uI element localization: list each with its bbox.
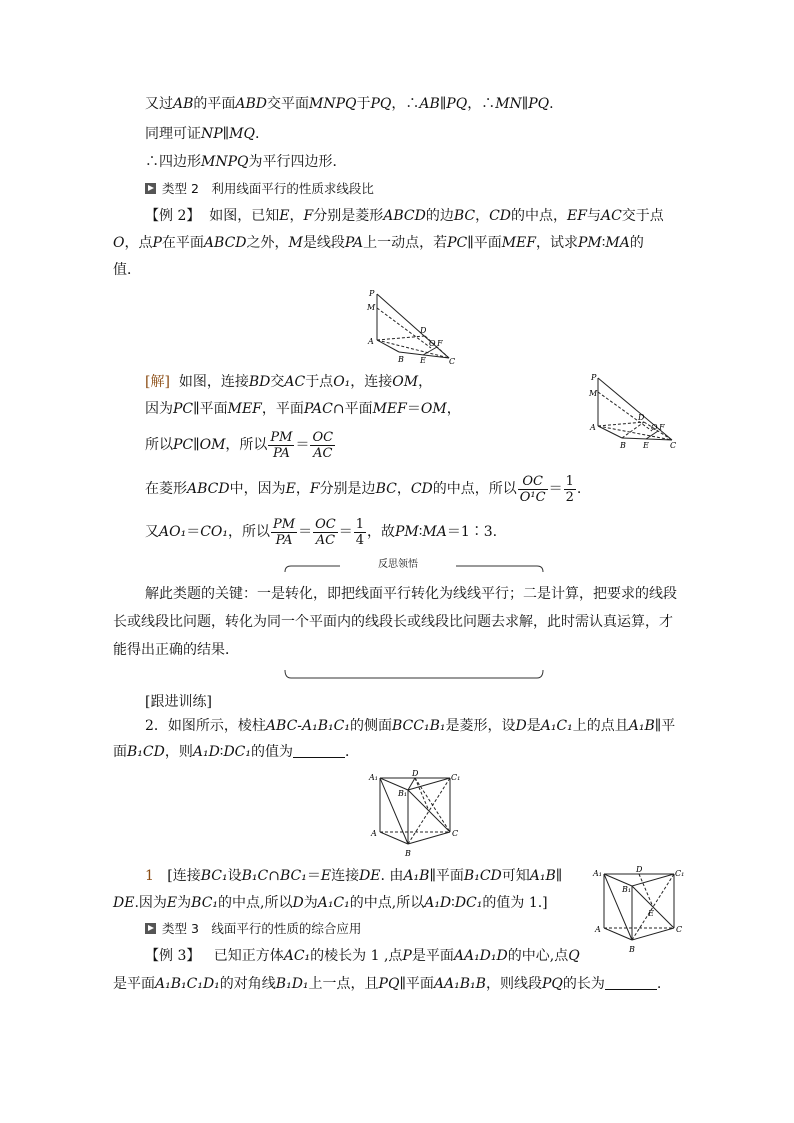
solution-label: [解]: [145, 374, 170, 390]
denominator: O¹C: [519, 489, 546, 505]
label-F: F: [437, 339, 443, 348]
label-P: P: [591, 373, 597, 382]
text: 是线段: [302, 235, 345, 251]
math: D: [292, 895, 304, 911]
math: CD: [489, 208, 512, 224]
text: 平: [661, 718, 676, 734]
example-3-line-1: [145, 946, 580, 966]
solution-2-line-4: [145, 472, 581, 506]
text: 是平面: [113, 976, 155, 992]
math: BC₁: [200, 868, 228, 884]
label-E: E: [648, 909, 654, 918]
denominator: PA: [275, 532, 293, 548]
math: MEF: [227, 401, 262, 417]
text: ∶: [601, 235, 606, 251]
example-2-line-3: [113, 260, 141, 280]
text: ＝1∶3.: [446, 524, 498, 540]
label-C: C: [452, 829, 459, 838]
label-C: C: [676, 925, 683, 934]
text: 的中点，: [511, 208, 568, 224]
math: ABCD: [383, 208, 426, 224]
math: PM: [578, 235, 602, 251]
text: ，: [295, 481, 310, 497]
text: ∶: [219, 744, 224, 760]
math: PC∥OM: [173, 437, 226, 453]
example-3-line-2: [113, 974, 661, 994]
fraction-OC-AC: [310, 430, 335, 461]
math: ABC-A₁B₁C₁: [265, 718, 350, 734]
text: 为平行四边形．: [248, 154, 347, 170]
math: AA₁B₁B: [433, 976, 486, 992]
label-B1: B₁: [398, 789, 408, 798]
label-C: C: [670, 441, 677, 450]
text: ，∴: [467, 96, 496, 112]
math: B₁D₁: [275, 976, 309, 992]
text: ＝: [306, 868, 321, 884]
follow-up-line-2: [113, 742, 359, 762]
numerator: OC: [315, 516, 336, 532]
numerator: OC: [518, 474, 548, 490]
label-A: A: [595, 925, 601, 934]
math: F: [309, 481, 320, 497]
segment-DE: [415, 778, 429, 811]
text: 分别是菱形: [313, 208, 384, 224]
text: ∶: [418, 524, 423, 540]
text: ，所以: [225, 437, 268, 453]
math: EF: [567, 208, 587, 224]
text: 同理可证: [145, 126, 201, 142]
text: 又: [145, 524, 159, 540]
text: 之外，: [246, 235, 289, 251]
text: 的长为: [562, 976, 605, 992]
text: .因为: [134, 895, 167, 911]
math: PQ: [370, 96, 392, 112]
math: CO₁: [200, 524, 229, 540]
text: 是菱形，设: [445, 718, 516, 734]
text: 上的点且: [572, 718, 629, 734]
label-A1: A₁: [369, 773, 378, 782]
denominator: AC: [313, 445, 333, 461]
text: 为: [303, 895, 318, 911]
math: P: [152, 235, 162, 251]
math: O: [113, 235, 125, 251]
math: MEF: [501, 235, 536, 251]
follow-up-label: [145, 692, 212, 712]
math: NP∥MQ: [201, 126, 255, 142]
solution-2-line-2: [145, 399, 461, 419]
math: MNPQ: [309, 96, 357, 112]
play-triangle-icon: [145, 183, 156, 194]
label-C1: C₁: [451, 773, 460, 782]
math: OM: [420, 401, 447, 417]
text: ∴四边形: [145, 154, 201, 170]
label-E: E: [420, 356, 426, 365]
segment-DE: [639, 874, 653, 907]
text: 2．如图所示，棱柱: [145, 718, 266, 734]
text: ＝: [338, 524, 353, 540]
label-B: B: [620, 441, 626, 450]
text: 是: [526, 718, 541, 734]
section-heading-type2: [145, 180, 374, 198]
math: A₁B₁C₁D₁: [155, 976, 220, 992]
label-A: A: [368, 337, 374, 346]
numerator: 1: [355, 516, 364, 532]
text: ，平面: [261, 401, 304, 417]
text: 因为: [145, 401, 173, 417]
text: 所以: [145, 437, 173, 453]
math: M: [288, 235, 303, 251]
math: A₁D: [424, 895, 452, 911]
text: 于点: [305, 374, 334, 390]
section-title: 类型 2 利用线面平行的性质求线段比: [162, 181, 374, 196]
example-label: 【例 2】: [145, 208, 201, 224]
text: 的值为 1.]: [482, 895, 548, 911]
text: 在平面: [161, 235, 204, 251]
follow-up-line-1: [145, 716, 675, 736]
text: 上一动点，若: [363, 235, 448, 251]
text: 于: [356, 96, 371, 112]
label-D: D: [412, 770, 419, 778]
pyramid-figure-small: [588, 372, 683, 454]
math: A₁C₁: [540, 718, 573, 734]
text: ，: [418, 374, 433, 390]
answer-number: 1: [145, 868, 154, 884]
denominator: 2: [565, 489, 574, 505]
math: E: [285, 481, 296, 497]
math: OM: [392, 374, 419, 390]
answer-2-line-1: [145, 866, 562, 886]
math: BCC₁B₁: [391, 718, 446, 734]
math: AC: [284, 374, 306, 390]
math: PC∥: [447, 235, 474, 251]
text: 的平面: [193, 96, 236, 112]
text: ，∴: [391, 96, 420, 112]
math: AB∥PQ: [419, 96, 468, 112]
math: BD: [248, 374, 271, 390]
text-line-1: [145, 94, 554, 114]
math: B₁C∩BC₁: [241, 868, 307, 884]
segment-MO: [598, 392, 652, 431]
solution-2-line-1: [145, 372, 432, 392]
math: Q: [568, 948, 580, 964]
math: AC₁: [283, 948, 311, 964]
math: F: [303, 208, 314, 224]
answer-blank[interactable]: [293, 743, 345, 758]
label-A: A: [371, 829, 377, 838]
fraction-OC-O1C: [518, 474, 548, 505]
text: 的棱长为 1 ,点: [310, 948, 403, 964]
reflection-bottom-border: [283, 668, 545, 684]
math: AA₁D₁D: [453, 948, 508, 964]
math: ABCD: [187, 481, 230, 497]
edge-AD: [598, 422, 644, 426]
text: 连接: [331, 868, 360, 884]
section-title: 类型 3 线面平行的性质的综合应用: [162, 921, 362, 936]
text: 交平面: [267, 96, 310, 112]
math: A₁B∥: [403, 868, 436, 884]
math: E: [320, 868, 332, 884]
math: E: [279, 208, 290, 224]
math: PA: [344, 235, 364, 251]
answer-2-line-2: [113, 893, 548, 913]
text: 又过: [145, 96, 173, 112]
label-B: B: [629, 945, 635, 954]
math: MNPQ: [201, 154, 249, 170]
math: O₁: [333, 374, 351, 390]
text: ＝: [186, 524, 201, 540]
math: PQ: [541, 976, 563, 992]
math: A₁C₁: [317, 895, 350, 911]
text: 已知正方体: [213, 948, 284, 964]
text: [跟进训练]: [145, 694, 212, 710]
text: 平面: [435, 868, 464, 884]
label-C1: C₁: [675, 869, 684, 878]
denominator: AC: [315, 532, 336, 548]
label-C: C: [449, 357, 456, 366]
math: BC: [453, 208, 476, 224]
label-O: O: [651, 423, 658, 432]
math: ABCD: [203, 235, 247, 251]
math: MA: [605, 235, 630, 251]
text: 解此类题的关键：一是转化，即把线面平行转化为线线平行；二是计算，把要求的线段: [145, 586, 677, 602]
example-label: 【例 3】: [145, 948, 201, 964]
text: ∩平面: [332, 401, 373, 417]
text: 值．: [113, 262, 141, 278]
math: D: [515, 718, 527, 734]
text: 的中心,点: [507, 948, 569, 964]
math: A₁B∥: [529, 868, 563, 884]
text: 平面: [473, 235, 502, 251]
text: . 由: [380, 868, 404, 884]
text: ，: [475, 208, 490, 224]
text: 在菱形: [145, 481, 187, 497]
label-B: B: [398, 355, 404, 364]
text: 的中点,所以: [218, 895, 293, 911]
math: AB: [173, 96, 194, 112]
text: ，则线段: [485, 976, 542, 992]
label-B1: B₁: [622, 885, 632, 894]
math: CD: [410, 481, 433, 497]
math: DC₁: [454, 895, 483, 911]
math: A₁D: [192, 744, 220, 760]
text: 平面: [199, 401, 228, 417]
solution-2-line-5: [145, 515, 497, 549]
text: ，: [289, 208, 304, 224]
text: 与: [586, 208, 601, 224]
math: BC: [375, 481, 397, 497]
math: MN∥PQ: [495, 96, 550, 112]
math: DC₁: [223, 744, 252, 760]
denominator: PA: [272, 445, 290, 461]
pyramid-figure: [365, 286, 460, 368]
label-O: O: [429, 339, 436, 348]
math: P: [402, 948, 412, 964]
text: 的中点,所以: [349, 895, 425, 911]
text: ，: [396, 481, 411, 497]
text: ，点: [124, 235, 153, 251]
text: 的对角线: [219, 976, 276, 992]
math: MEF: [372, 401, 407, 417]
text: 的侧面: [349, 718, 392, 734]
text: ，试求: [536, 235, 578, 251]
math: PM: [394, 524, 419, 540]
text: 如图，已知: [209, 208, 280, 224]
text: ．: [345, 744, 360, 760]
numerator: PM: [273, 516, 296, 532]
text: 设: [227, 868, 242, 884]
text: 面: [113, 744, 127, 760]
text: ，则: [164, 744, 193, 760]
label-A: A: [590, 423, 596, 432]
text: 如图，连接: [178, 374, 249, 390]
example-2-line-2: [113, 233, 644, 253]
text: ，所以: [228, 524, 271, 540]
fraction-PM-PA: [268, 430, 294, 461]
math: DE: [113, 895, 135, 911]
math: DE: [359, 868, 381, 884]
text: ＝: [548, 481, 563, 497]
math: B₁CD: [127, 744, 165, 760]
label-D: D: [638, 413, 645, 422]
text: .: [254, 126, 260, 142]
math: B₁CD: [463, 868, 502, 884]
text: [连接: [167, 868, 201, 884]
reflection-line-2: [113, 612, 673, 632]
text: 是平面: [411, 948, 454, 964]
numerator: 1: [565, 473, 574, 489]
fraction-OC-AC-2: [313, 517, 338, 548]
edge-PC: [377, 294, 449, 358]
math: A₁B∥: [628, 718, 662, 734]
fraction-1-4: [354, 517, 366, 548]
label-B: B: [405, 849, 411, 858]
example-2-line-1: [145, 206, 664, 226]
text: 交于点: [621, 208, 664, 224]
fraction-1-2: [564, 474, 576, 505]
text-line-3: [145, 152, 346, 172]
text: ，: [446, 401, 461, 417]
math: PC∥: [173, 401, 200, 417]
math: BC₁: [191, 895, 219, 911]
math: PAC: [303, 401, 333, 417]
text: ＝: [295, 437, 310, 453]
numerator: OC: [312, 429, 334, 445]
text: ∶: [451, 895, 455, 911]
text: 可知: [501, 868, 530, 884]
math: MA: [422, 524, 447, 540]
text: 交: [270, 374, 285, 390]
math: ABD: [235, 96, 268, 112]
text: .: [549, 96, 554, 112]
prism-figure: [368, 770, 460, 860]
math: AO₁: [159, 524, 187, 540]
label-D: D: [636, 866, 643, 874]
text: 能得出正确的结果．: [113, 642, 239, 658]
text: 中，因为: [229, 481, 286, 497]
text: 上一点，且: [308, 976, 379, 992]
math: PQ∥: [378, 976, 406, 992]
text: ＝: [298, 524, 313, 540]
text: 为: [177, 895, 192, 911]
text: .: [656, 976, 662, 992]
prism-figure-small: [592, 866, 684, 956]
label-M: M: [589, 389, 598, 398]
reflection-banner-label: 反思领悟: [340, 558, 456, 572]
label-M: M: [367, 303, 376, 312]
text: ，故: [366, 524, 395, 540]
math: E: [166, 895, 178, 911]
text: 平面: [405, 976, 434, 992]
answer-blank[interactable]: [605, 975, 657, 990]
text: 长或线段比问题，转化为同一个平面内的线段长或线段比问题去求解，此时需认真运算，才: [113, 614, 673, 630]
reflection-line-3: [113, 640, 239, 660]
fraction-PM-PA-2: [271, 517, 297, 548]
reflection-line-1: [145, 584, 677, 604]
text: 的边: [425, 208, 454, 224]
label-D: D: [420, 326, 427, 335]
edge-AB: [377, 340, 399, 352]
numerator: PM: [270, 429, 293, 445]
label-A1: A₁: [593, 869, 602, 878]
text: 的: [629, 235, 644, 251]
text-line-2: [145, 124, 259, 144]
label-F: F: [659, 423, 665, 432]
section-heading-type3: [145, 920, 361, 938]
play-triangle-icon: [145, 923, 156, 934]
text: 分别是边: [319, 481, 376, 497]
solution-2-line-3: [145, 428, 336, 462]
label-E: E: [643, 441, 649, 450]
denominator: 4: [355, 532, 364, 548]
edge-BD: [622, 422, 644, 438]
math: AC: [600, 208, 622, 224]
text: .: [576, 481, 582, 497]
segment-EF: [423, 347, 437, 355]
label-P: P: [369, 289, 375, 298]
text: ，连接: [350, 374, 393, 390]
text: 的中点，所以: [432, 481, 517, 497]
text: ＝: [406, 401, 421, 417]
text: 的值为: [251, 744, 294, 760]
